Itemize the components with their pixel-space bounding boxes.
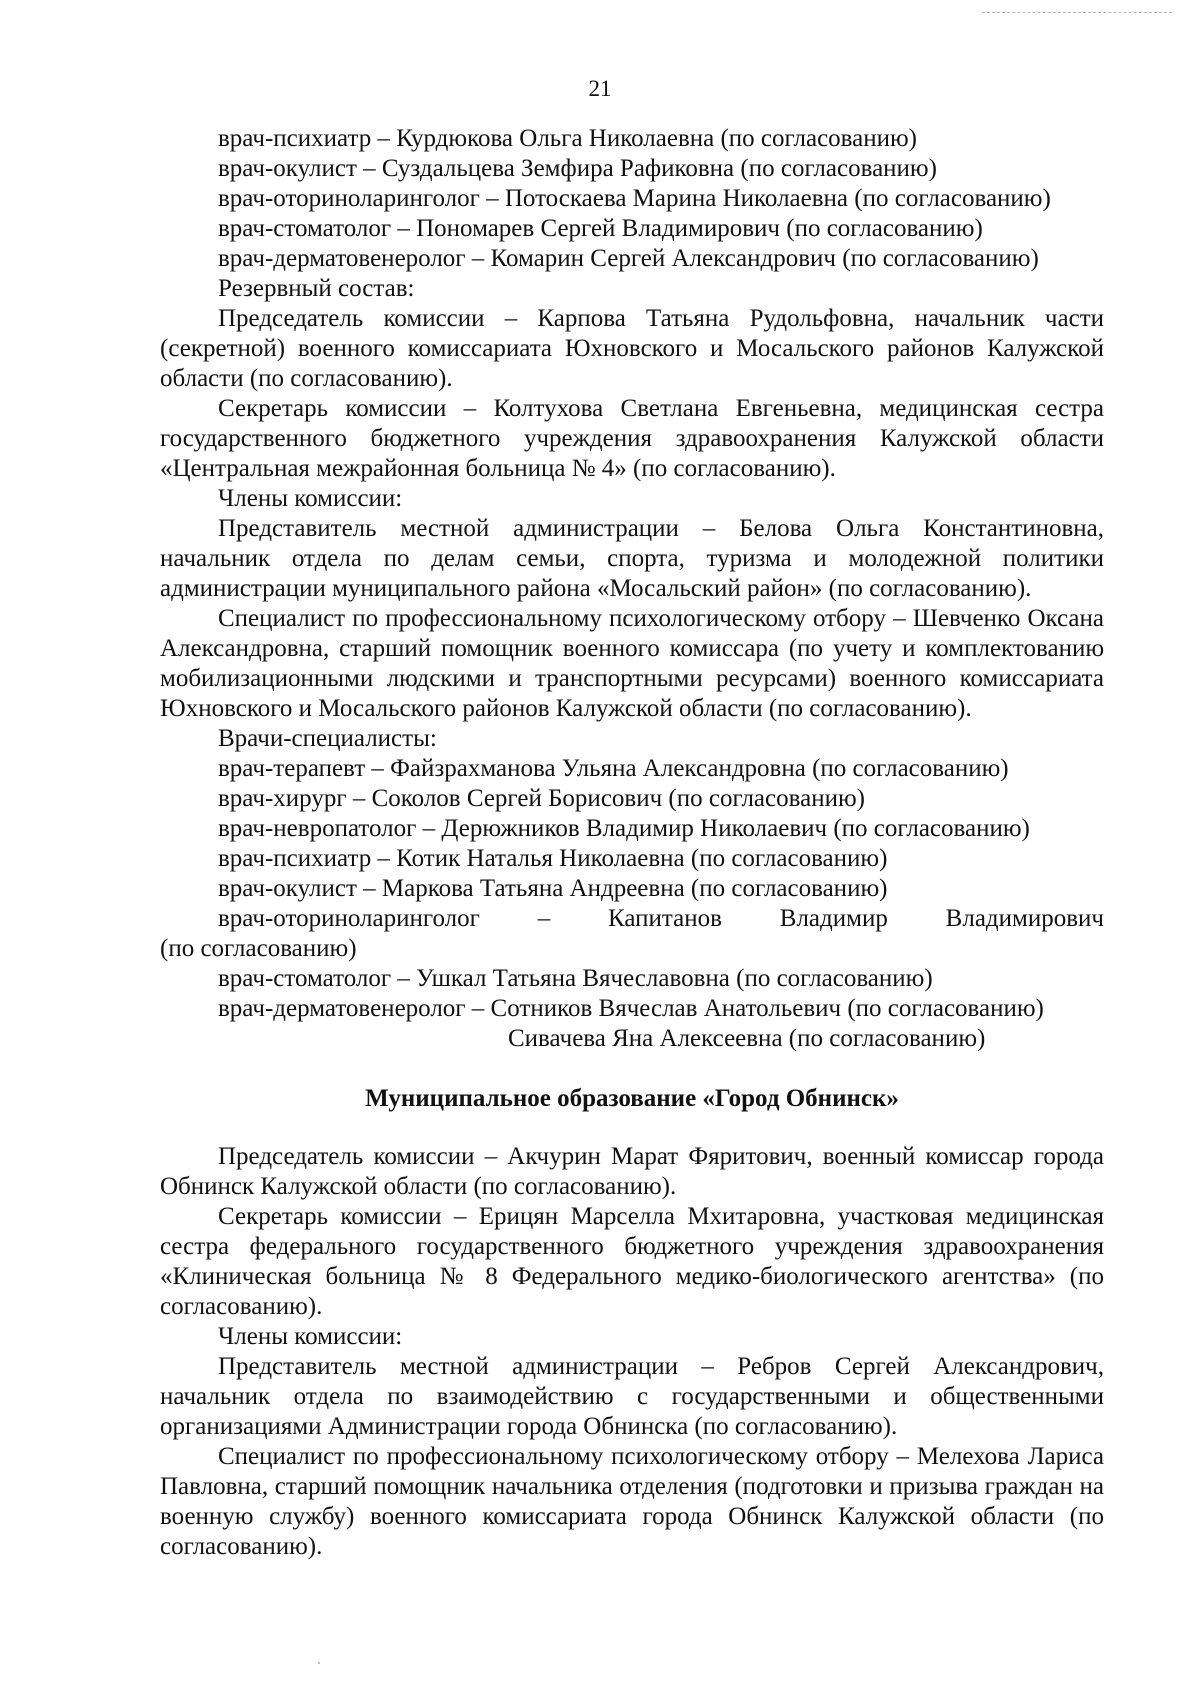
doctor-line: врач-дерматовенеролог – Комарин Сергей Александрович (по согласованию) [218,245,1039,272]
ent-word: Владимирович [945,905,1104,932]
obninsk-admin-rep-paragraph: Представитель местной администрации – Ребров Сергей Александрович, начальник отдела по взаимодействию с государственными и общественными организациями Администрации города Обнинска (по согласованию). [160,1353,1104,1440]
doctor-line: врач-стоматолог – Ушкал Татьяна Вячеславовна (по согласованию) [218,965,933,992]
doctor-line: врач-окулист – Маркова Татьяна Андреевна (по согласованию) [218,875,888,902]
page-number: 21 [588,76,612,101]
reserve-admin-rep-paragraph: Представитель местной администрации – Белова Ольга Константиновна, начальник отдела по делам семьи, спорта, туризма и молодежной политики администрации муниципального района «Мосальский район» (по согласованию). [160,515,1104,602]
doctor-line: врач-хирург – Соколов Сергей Борисович (по согласованию) [218,785,865,812]
section-heading: Муниципальное образование «Город Обнинск» [365,1085,899,1112]
ent-doctor-line [160,904,1104,934]
scan-artifact [318,1662,320,1664]
doctor-line-tail: Сивачева Яна Алексеевна (по согласованию) [508,1025,986,1052]
reserve-psych-paragraph: Специалист по профессиональному психологическому отбору – Шевченко Оксана Александровна, старший помощник военного комиссара (по учету и комплектованию мобилизационными людскими и транспортными ресурсами) военного комиссариата Юхновского и Мосальского районов Калужской области (по согласованию). [160,605,1104,722]
doctor-line: врач-невропатолог – Дерюжников Владимир Николаевич (по согласованию) [218,815,1030,842]
doctor-line: врач-психиатр – Курдюкова Ольга Николаевна (по согласованию) [218,125,918,152]
obninsk-chair-paragraph: Председатель комиссии – Акчурин Марат Фяритович, военный комиссар города Обнинск Калужской области (по согласованию). [160,1143,1104,1200]
obninsk-secretary-paragraph: Секретарь комиссии – Ерицян Марселла Мхитаровна, участковая медицинская сестра федерального государственного бюджетного учреждения здравоохранения «Клиническая больница № 8 Федерального медико-биологического агентства» (по согласованию). [160,1203,1104,1320]
document-body [160,124,1104,1562]
doctors-label: Врачи-специалисты: [218,725,437,752]
ent-word: Владимир [779,905,888,932]
doctor-line: врач-психиатр – Котик Наталья Николаевна (по согласованию) [218,845,888,872]
ent-continuation: (по согласованию) [160,935,357,962]
scan-artifact [982,12,1172,17]
obninsk-psych-paragraph: Специалист по профессиональному психологическому отбору – Мелехова Лариса Павловна, старший помощник начальника отделения (подготовки и призыва граждан на военную службу) военного комиссариата города Обнинск Калужской области (по согласованию). [160,1443,1104,1560]
members-label: Члены комиссии: [218,1323,403,1350]
doctor-line: врач-оториноларинголог – Потоскаева Марина Николаевна (по согласованию) [218,185,1051,212]
members-label: Члены комиссии: [218,485,403,512]
doctor-line: врач-стоматолог – Пономарев Сергей Владимирович (по согласованию) [218,215,983,242]
doctor-line: врач-терапевт – Файзрахманова Ульяна Александровна (по согласованию) [218,755,1009,782]
reserve-secretary-paragraph: Секретарь комиссии – Колтухова Светлана Евгеньевна, медицинская сестра государственного бюджетного учреждения здравоохранения Калужской области «Центральная межрайонная больница № 4» (по согласованию). [160,395,1104,482]
reserve-chair-paragraph: Председатель комиссии – Карпова Татьяна Рудольфовна, начальник части (секретной) военного комиссариата Юхновского и Мосальского районов Калужской области (по согласованию). [160,305,1104,392]
ent-word: Капитанов [608,905,722,932]
doctor-line: врач-дерматовенеролог – Сотников Вячеслав Анатольевич (по согласованию) [218,995,1044,1022]
reserve-label: Резервный состав: [218,275,415,302]
doctor-line: врач-окулист – Суздальцева Земфира Рафиковна (по согласованию) [218,155,937,182]
ent-word: – [537,905,551,932]
ent-word: врач-оториноларинголог [218,905,480,932]
